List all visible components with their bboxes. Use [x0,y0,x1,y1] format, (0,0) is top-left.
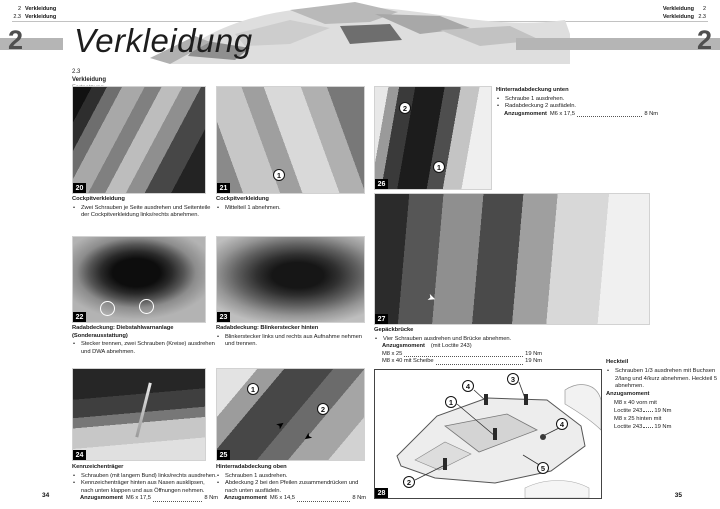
torque-spec [382,358,542,366]
caption-bullet: Stecker trennen, zwei Schrauben (Kreise) ausdrehen und DWA abnehmen. [81,341,215,355]
torque-value: 19 Nm [525,358,542,365]
torque-note: (mit Loctite 243) [430,343,472,350]
torque-spec [382,351,542,359]
figure-26-photo [374,86,492,190]
figure-25-caption [216,464,366,503]
section-title: Verkleidung [72,77,107,84]
figure-24-caption [72,464,218,503]
torque-value: 19 Nm [654,423,672,430]
dot-leader [404,351,523,358]
caption-bullet: Kennzeichenträger hinten aus Nasen ausklipsen, nach unten klappen und aus Öffnungen nehmen. [81,480,205,494]
callout-1: 1 [445,396,457,408]
dot-leader [153,495,202,502]
caption-bullet: Vier Schrauben ausdrehen und Brücke abnehmen. [383,335,512,342]
torque-label: Anzugsmoment [606,391,650,398]
torque-spec [80,495,218,503]
callout-4b: 4 [556,418,568,430]
pointer-arrow: ➤ [425,291,438,306]
bullet-marker: • [73,472,75,479]
torque-value: 8 Nm [644,110,658,117]
figure-28-label: 28 [375,488,388,498]
screwdriver-shaft [135,382,152,437]
figure-20-label: 20 [73,183,86,193]
torque-thread: M6 x 14,5 [269,495,295,502]
caption-title: Radabdeckung: Diebstahlwarnanlage (Sonderausstattung) [72,325,174,339]
bullet-marker: • [497,103,499,110]
caption-bullet: Schrauben 1 ausdrehen. [225,472,288,479]
caption-bullet: Blinkerstecker links und rechts aus Aufnahme nehmen und trennen. [225,333,362,348]
caption-bullet: Schrauben (mit langem Bund) links/rechts ausdrehen. [81,472,217,479]
page-number-left: 34 [42,492,50,499]
figure-28-diagram [374,369,602,499]
torque-value-line [614,408,718,416]
breadcrumb-right [616,6,706,21]
caption-bullet: Schraube 1 ausdrehen. [505,95,565,102]
page-number-right: 35 [674,492,682,499]
torque-label: Anzugsmoment [224,495,267,502]
caption-bullet: Radabdeckung 2 ausfädeln. [505,103,576,110]
bullet-marker: • [607,367,610,374]
torque-value: 8 Nm [204,495,218,502]
bullet-marker: • [375,335,377,342]
torque-value: 19 Nm [654,407,672,414]
figure-23-label: 23 [217,312,230,322]
torque-value: 8 Nm [352,495,366,502]
caption-bullet: Schrauben 1/3 ausdrehen mit Buchsen 2/lang und 4/kurz abnehmen. Heckteil 5 abnehmen. [615,367,718,390]
bullet-marker: • [497,95,499,102]
screw-circle-marker [139,299,154,314]
caption-title: Heckteil [606,359,629,365]
figure-22-photo [72,236,206,323]
caption-title: Cockpitverkleidung [72,196,125,202]
torque-value-line [614,424,718,432]
dot-leader [297,495,350,502]
torque-label: Anzugsmoment [382,343,425,350]
figure-25-photo [216,368,365,461]
figure-21-photo [216,86,365,194]
bullet-marker: • [73,204,75,211]
torque-thread: M6 x 17,5 [125,495,151,502]
torque-thread: M8 x 25 [382,350,403,357]
torque-thread-cont: Loctite 243 [614,423,643,430]
torque-label: Anzugsmoment [80,495,123,502]
page-title: Verkleidung [74,22,253,59]
torque-thread: M8 x 40 mit Scheibe [382,358,434,365]
figure-26-caption [496,87,658,118]
callout-1: 1 [433,161,445,173]
callout-4: 4 [462,380,474,392]
caption-title: Hinterradabdeckung unten [496,87,569,93]
breadcrumb-number: 2.3 [698,13,706,20]
breadcrumb-left [12,6,56,21]
torque-heading [382,343,574,351]
caption-title: Kennzeichenträger [72,464,124,470]
torque-thread-cont: Loctite 243 [614,407,643,414]
bullet-marker: • [73,480,75,487]
dot-leader [643,427,653,428]
caption-bullet: Mittelteil 1 abnehmen. [225,204,281,211]
torque-thread: M6 x 17,5 [549,110,575,117]
breadcrumb-number: 2.3 [13,13,21,20]
callout-2: 2 [403,476,415,488]
callout-2: 2 [399,102,411,114]
breadcrumb-label: Verkleidung [25,6,57,12]
figure-21-label: 21 [217,183,230,193]
caption-title: Radabdeckung: Blinkerstecker hinten [216,325,319,331]
callout-2: 2 [317,403,329,415]
dot-leader [436,358,524,365]
breadcrumb-number: 2 [702,6,706,12]
figure-26-label: 26 [375,179,388,189]
heckteil-caption [606,359,718,431]
bullet-marker: • [73,341,75,348]
figure-27-label: 27 [375,314,388,324]
torque-label: Anzugsmoment [504,110,547,117]
callout-1: 1 [273,169,285,181]
figure-22-caption [72,325,218,356]
dot-leader [643,411,653,412]
figure-20-photo [72,86,206,194]
figure-27-caption [374,327,574,366]
figure-22-label: 22 [73,312,86,322]
callout-5: 5 [537,462,549,474]
breadcrumb-label: Verkleidung [662,6,694,12]
caption-title: Gepäckbrücke [374,327,414,333]
press-arrow: ➤ [300,429,315,444]
figure-27-photo [374,193,650,325]
torque-thread: M8 x 25 hinten mit [614,415,662,422]
press-arrow: ➤ [274,418,288,433]
figure-23-caption [216,325,363,349]
figure-20-caption [72,196,214,220]
chapter-number-left: 2 [8,25,24,55]
bullet-marker: • [217,333,219,340]
figure-24-photo [72,368,206,461]
screw-circle-marker [100,301,115,316]
figure-23-photo [216,236,365,323]
figure-25-label: 25 [217,450,230,460]
bullet-marker: • [217,472,219,479]
caption-title: Cockpitverkleidung [216,196,269,202]
section-number: 2.3 [72,69,81,75]
torque-thread: M8 x 40 vorn mit [614,400,657,407]
breadcrumb-label: Verkleidung [25,13,57,20]
torque-value: 19 Nm [525,350,542,357]
callout-3: 3 [507,373,519,385]
caption-bullet: Abdeckung 2 bei den Pfeilen zusammendrücken und nach unten ausfädeln. [225,480,359,494]
chapter-tab-bar-right [516,38,720,50]
figure-21-caption [216,196,363,212]
breadcrumb-label: Verkleidung [662,13,694,20]
torque-spec [504,111,658,119]
torque-spec [224,495,366,503]
breadcrumb-number: 2 [17,6,21,12]
caption-bullet: Zwei Schrauben je Seite ausdrehen und Seitenteile der Cockpitverkleidung links/rechts abnehmen. [81,204,211,219]
callout-1: 1 [247,383,259,395]
caption-title: Hinterradabdeckung oben [216,464,287,470]
bullet-marker: • [217,204,219,211]
bullet-marker: • [217,480,219,487]
dot-leader [577,111,642,118]
figure-24-label: 24 [73,450,86,460]
chapter-number-right: 2 [696,25,712,55]
